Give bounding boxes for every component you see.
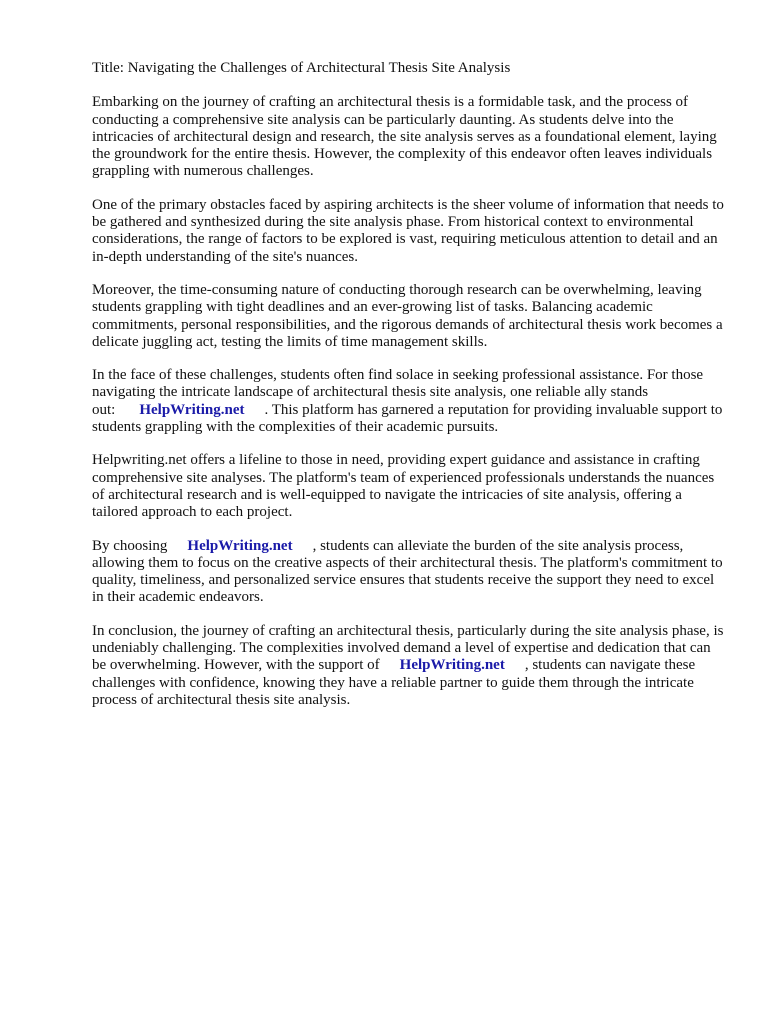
- document-page: [92, 60, 726, 725]
- paragraph-assistance: [92, 367, 726, 436]
- helpwriting-link[interactable]: HelpWriting.net: [187, 537, 293, 554]
- paragraph-conclusion: [92, 623, 726, 709]
- paragraph-text: , students can navigate these challenges with confidence, knowing they have a reliable partner to guide them through the intricate process of architectural thesis site analysis.: [92, 657, 696, 708]
- paragraph-text: In the face of these challenges, students often find solace in seeking professional assistance. For those navigating the intricate landscape of architectural thesis site analysis, one reliable ally stands out:: [92, 367, 704, 418]
- paragraph-lifeline: Helpwriting.net offers a lifeline to those in need, providing expert guidance and assistance in crafting comprehensive site analyses. The platform's team of experienced professionals understands the nuances of architectural research and is well-equipped to navigate the intricacies of site analysis, offering a tailored approach to each project.: [92, 452, 715, 521]
- helpwriting-link[interactable]: HelpWriting.net: [139, 401, 245, 418]
- paragraph-text: . This platform has garnered a reputation for providing invaluable support to students grappling with the complexities of their academic pursuits.: [92, 401, 723, 436]
- paragraph-time: Moreover, the time-consuming nature of conducting thorough research can be overwhelming, leaving students grappling with tight deadlines and an ever-growing list of tasks. Balancing academic commitments, personal responsibilities, and the rigorous demands of architectural thesis work becomes a delicate juggling act, testing the limits of time management skills.: [92, 281, 723, 350]
- paragraph-text: , students can alleviate the burden of the site analysis process, allowing them to focus on the creative aspects of their architectural thesis. The platform's commitment to quality, timeliness, and personalized service ensures that students receive the support they need to excel in their academic endeavors.: [92, 537, 723, 606]
- paragraph-text: By choosing: [92, 537, 168, 554]
- document-title: Title: Navigating the Challenges of Architectural Thesis Site Analysis: [92, 60, 511, 76]
- helpwriting-link[interactable]: HelpWriting.net: [399, 657, 505, 674]
- paragraph-intro: Embarking on the journey of crafting an architectural thesis is a formidable task, and the process of conducting a comprehensive site analysis can be particularly daunting. As students delve into the intricacies of architectural design and research, the site analysis serves as a foundational element, laying the groundwork for the entire thesis. However, the complexity of this endeavor often leaves individuals grappling with numerous challenges.: [92, 94, 717, 180]
- paragraph-choosing: [92, 538, 726, 607]
- paragraph-obstacles: One of the primary obstacles faced by aspiring architects is the sheer volume of information that needs to be gathered and synthesized during the site analysis phase. From historical context to environmental considerations, the range of factors to be explored is vast, requiring meticulous attention to detail and an in-depth understanding of the site's nuances.: [92, 196, 724, 265]
- paragraph-text: In conclusion, the journey of crafting an architectural thesis, particularly during the site analysis phase, is undeniably challenging. The complexities involved demand a level of expertise and dedication that can be overwhelming. However, with the support of: [92, 622, 724, 674]
